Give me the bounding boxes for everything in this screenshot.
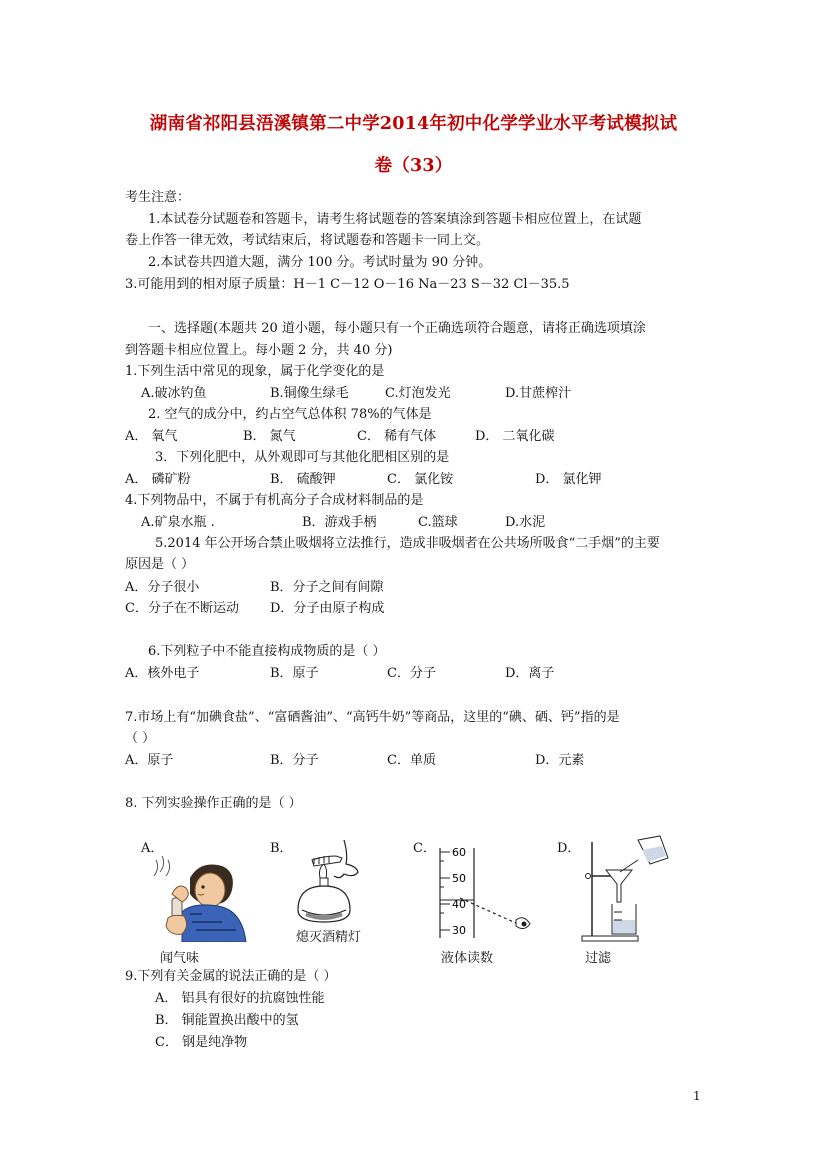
question-9-option-c: C． 钢是纯净物	[155, 1035, 248, 1050]
question-8-option-b: B．	[270, 841, 293, 856]
caption-b: 熄灭酒精灯	[296, 930, 362, 945]
question-3-option-a: A． 磷矿粉	[125, 472, 191, 487]
note-2: 2.本试卷共四道大题，满分 100 分。考试时量为 90 分钟。	[148, 255, 492, 270]
question-4-option-b: B．游戏手柄	[302, 515, 377, 530]
caption-a: 闻气味	[160, 951, 200, 966]
question-2-option-d: D． 二氧化碳	[475, 429, 555, 444]
caption-d: 过滤	[585, 951, 612, 966]
question-8-option-d: D．	[557, 841, 581, 856]
question-2-stem: 2. 空气的成分中，约占空气总体积 78%的气体是	[148, 407, 432, 422]
question-5-stem: 5.2014 年公开场合禁止吸烟将立法推行，造成非吸烟者在公共场所吸食“二手烟”的主要	[155, 536, 660, 551]
question-2-option-a: A． 氧气	[125, 429, 178, 444]
smelling-illustration	[150, 842, 250, 942]
question-3-option-b: B． 硫酸钾	[270, 472, 336, 487]
question-2-option-c: C． 稀有气体	[357, 429, 437, 444]
page-title-line2: 卷（33）	[374, 156, 453, 176]
question-6-option-c: C．分子	[387, 666, 436, 681]
question-6-option-b: B．原子	[270, 666, 319, 681]
question-3-option-d: D． 氯化钾	[535, 472, 602, 487]
note-1-cont: 卷上作答一律无效，考试结束后，将试题卷和答题卡一同上交。	[125, 233, 490, 248]
question-6-option-d: D．离子	[505, 666, 555, 681]
question-9-stem: 9.下列有关金属的说法正确的是（ ）	[125, 969, 337, 984]
question-4-option-d: D.水泥	[505, 515, 546, 530]
question-4-stem: 4.下列物品中，不属于有机高分子合成材料制品的是	[125, 493, 424, 508]
question-9-option-b: B． 铜能置换出酸中的氢	[155, 1013, 299, 1028]
notes-heading: 考生注意：	[125, 190, 191, 205]
question-6-stem: 6.下列粒子中不能直接构成物质的是（ ）	[148, 644, 386, 659]
question-3-stem: 3．下列化肥中，从外观即可与其他化肥相区别的是	[155, 450, 450, 465]
alcohol-lamp-illustration	[292, 838, 372, 930]
question-4-option-a: A.矿泉水瓶 .	[141, 515, 215, 530]
note-3: 3.可能用到的相对原子质量：H－1 C－12 O－16 Na－23 S－32 Cl－35.5	[125, 277, 570, 292]
question-7-stem: 7.市场上有“加碘食盐”、“富硒酱油”、“高钙牛奶”等商品，这里的“碘、硒、钙”指的是	[125, 710, 620, 725]
question-8-option-c: C．	[413, 841, 436, 856]
question-4-option-c: C.篮球	[418, 515, 458, 530]
question-7-option-c: C．单质	[387, 753, 436, 768]
question-3-option-c: C． 氯化铵	[387, 472, 454, 487]
question-7-option-b: B．分子	[270, 753, 319, 768]
page-number: 1	[693, 1089, 701, 1103]
question-1-stem: 1.下列生活中常见的现象，属于化学变化的是	[125, 364, 385, 379]
question-9-option-a: A． 铝具有很好的抗腐蚀性能	[155, 991, 325, 1006]
scale-label-50: 50	[452, 872, 466, 885]
filtration-illustration	[578, 832, 678, 944]
question-1-option-d: D.甘蔗榨汁	[505, 386, 572, 401]
question-8-stem: 8. 下列实验操作正确的是（ ）	[125, 796, 302, 811]
question-7-option-a: A．原子	[125, 753, 174, 768]
question-5-option-b: B．分子之间有间隙	[270, 580, 384, 595]
question-7-stem-cont: （ ）	[125, 731, 156, 746]
page-title-line1: 湖南省祁阳县浯溪镇第二中学2014年初中化学学业水平考试模拟试	[149, 114, 678, 134]
question-5-option-c: C．分子在不断运动	[125, 601, 239, 616]
question-1-option-a: A.破冰钓鱼	[141, 386, 207, 401]
question-1-option-b: B.铜像生绿毛	[270, 386, 349, 401]
scale-label-40: 40	[452, 898, 466, 911]
question-5-option-d: D．分子由原子构成	[270, 601, 385, 616]
question-5-stem-cont: 原因是（ ）	[125, 557, 195, 572]
scale-label-30: 30	[452, 924, 466, 937]
section-heading-cont: 到答题卡相应位置上。每小题 2 分，共 40 分)	[125, 343, 393, 358]
cylinder-reading-illustration	[430, 842, 540, 942]
scale-label-60: 60	[452, 846, 466, 859]
question-1-option-c: C.灯泡发光	[385, 386, 451, 401]
question-7-option-d: D．元素	[535, 753, 585, 768]
caption-c: 液体读数	[441, 951, 494, 966]
question-2-option-b: B． 氮气	[243, 429, 296, 444]
question-6-option-a: A．核外电子	[125, 666, 200, 681]
note-1: 1.本试卷分试题卷和答题卡，请考生将试题卷的答案填涂到答题卡相应位置上，在试题	[148, 212, 642, 227]
question-5-option-a: A．分子很小	[125, 580, 200, 595]
question-8-option-a: A．	[141, 841, 164, 856]
section-heading: 一、选择题(本题共 20 道小题，每小题只有一个正确选项符合题意，请将正确选项填涂	[148, 321, 646, 336]
